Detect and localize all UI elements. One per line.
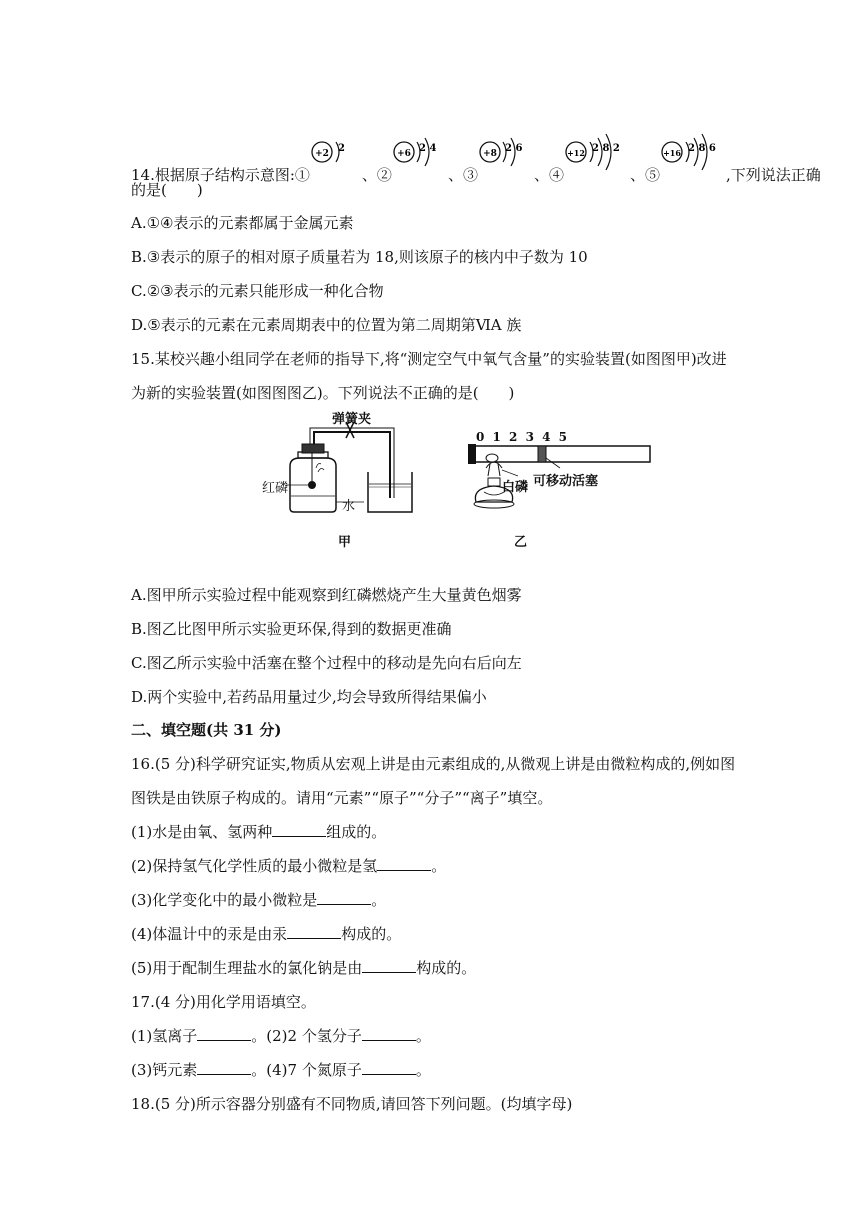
atom2-shells: 2 4 <box>418 143 437 154</box>
q16-item-5: (5)用于配制生理盐水的氯化钠是由 构成的。 <box>131 959 477 977</box>
q14-stem-line2: 的是( ) <box>131 181 203 199</box>
atom3-shells: 2 6 <box>504 143 523 154</box>
atom4-nucleus: +12 <box>567 148 585 158</box>
q15-option-b: B.图乙比图甲所示实验更环保,得到的数据更准确 <box>131 620 452 638</box>
q14-option-d: D.⑤表示的元素在元素周期表中的位置为第二周期第ⅥA 族 <box>131 316 522 334</box>
atom-diagram-3 <box>478 143 534 186</box>
q15-stem-line1: 15.某校兴趣小组同学在老师的指导下,将“测定空气中氧气含量”的实验装置(如图图甲)改进 <box>131 350 727 368</box>
q18-stem: 18.(5 分)所示容器分别盛有不同物质,请回答下列问题。(均填字母) <box>131 1095 573 1113</box>
label-red-phosphorus: 红磷 <box>262 481 289 496</box>
answer-blank[interactable] <box>287 924 341 939</box>
q16-stem-line2: 图铁是由铁原子构成的。请用“元素”“原子”“分子”“离子”填空。 <box>131 789 553 807</box>
answer-blank[interactable] <box>362 1026 416 1041</box>
q14-option-a: A.①④表示的元素都属于金属元素 <box>131 214 354 232</box>
answer-blank[interactable] <box>377 856 431 871</box>
q14-stem-line1: 14.根据原子结构示意图:① +2 2 、② +6 2 4 、③ +8 2 6 、④ +12 2 8 2 、⑤ +16 2 8 6 ,下列说法正确 <box>131 146 821 186</box>
q16-item-1: (1)水是由氧、氢两种 组成的。 <box>131 823 387 841</box>
answer-blank[interactable] <box>272 822 326 837</box>
atom5-shells: 2 8 6 <box>687 143 716 154</box>
answer-blank[interactable] <box>317 890 371 905</box>
q16-item-4: (4)体温计中的汞是由汞 构成的。 <box>131 925 402 943</box>
label-spring-clamp: 弹簧夹 <box>332 412 372 427</box>
answer-blank[interactable] <box>362 1060 416 1075</box>
label-movable-piston: 可移动活塞 <box>533 474 599 489</box>
section-heading-fill-in: 二、填空题(共 31 分) <box>131 721 282 739</box>
label-white-phosphorus: 白磷 <box>502 480 529 495</box>
answer-blank[interactable] <box>362 958 416 973</box>
label-water: 水 <box>342 499 356 514</box>
answer-blank[interactable] <box>197 1060 251 1075</box>
atom5-nucleus: +16 <box>663 148 681 158</box>
atom-diagram-2 <box>392 143 448 186</box>
atom3-nucleus: +8 <box>483 149 497 159</box>
atom-diagram-4 <box>564 143 630 186</box>
atom1-shells: 2 <box>337 143 345 154</box>
scale-marks: 0 1 2 3 4 5 <box>476 430 569 444</box>
figure-jia-caption: 甲 <box>338 535 352 550</box>
atom2-nucleus: +6 <box>397 149 411 159</box>
q16-stem-line1: 16.(5 分)科学研究证实,物质从宏观上讲是由元素组成的,从微观上讲是由微粒构成的,例如图 <box>131 755 736 773</box>
atom1-nucleus: +2 <box>315 149 329 159</box>
q15-stem-line2: 为新的实验装置(如图图图乙)。下列说法不正确的是( ) <box>131 384 515 402</box>
q16-item-3: (3)化学变化中的最小微粒是 。 <box>131 891 387 909</box>
q15-option-a: A.图甲所示实验过程中能观察到红磷燃烧产生大量黄色烟雾 <box>131 586 522 604</box>
q16-item-2: (2)保持氢气化学性质的最小微粒是氢 。 <box>131 857 447 875</box>
answer-blank[interactable] <box>197 1026 251 1041</box>
q17-row-1: (1)氢离子 。(2)2 个氢分子 。 <box>131 1027 431 1045</box>
figure-yi-caption: 乙 <box>514 535 528 550</box>
q17-stem: 17.(4 分)用化学用语填空。 <box>131 993 316 1011</box>
q17-row-2: (3)钙元素 。(4)7 个氮原子 。 <box>131 1061 431 1079</box>
atom4-shells: 2 8 2 <box>591 143 620 154</box>
q14-option-b: B.③表示的原子的相对原子质量若为 18,则该原子的核内中子数为 10 <box>131 248 588 266</box>
atom-diagram-5 <box>660 143 726 186</box>
atom-diagram-1 <box>310 143 362 186</box>
q14-option-c: C.②③表示的元素只能形成一种化合物 <box>131 282 384 300</box>
q15-option-d: D.两个实验中,若药品用量过少,均会导致所得结果偏小 <box>131 688 487 706</box>
q15-option-c: C.图乙所示实验中活塞在整个过程中的移动是先向右后向左 <box>131 654 522 672</box>
